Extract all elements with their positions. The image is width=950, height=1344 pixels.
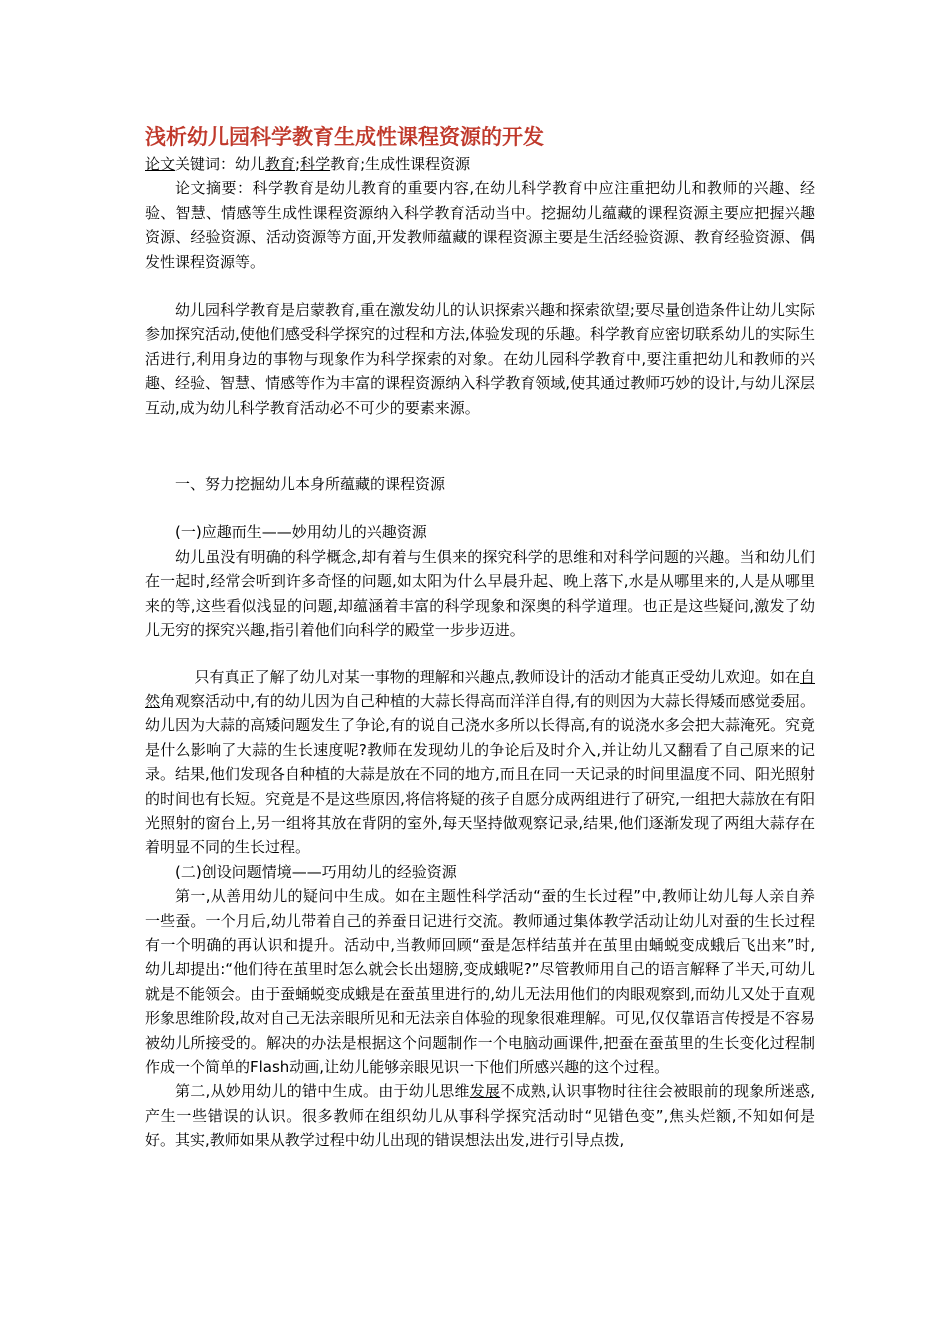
link-kexue[interactable]: 科学: [300, 155, 331, 173]
abstract-paragraph: 论文摘要：科学教育是幼儿教育的重要内容,在幼儿科学教育中应注重把幼儿和教师的兴趣、经验、智慧、情感等生成性课程资源纳入科学教育活动当中。挖掘幼儿蕴藏的课程资源主要应把握兴趣资源、经验资源、活动资源等方面,开发教师蕴藏的课程资源主要是生活经验资源、教育经验资源、偶发性课程资源等。: [145, 179, 815, 271]
keywords-sep: ;: [295, 155, 301, 173]
link-fazhan[interactable]: 发展: [469, 1082, 501, 1101]
subsection-heading-2: (二)创设问题情境——巧用幼儿的经验资源: [175, 862, 457, 881]
section-heading-1: 一、努力挖掘幼儿本身所蕴藏的课程资源: [175, 475, 446, 494]
link-ziran[interactable]: 自然: [145, 667, 815, 710]
link-lunwen[interactable]: 论文: [145, 155, 176, 173]
keywords-text: 关键词：幼儿: [175, 155, 266, 173]
paragraph-text: 不成熟,认识事物时往往会被眼前的现象所迷惑,产生一些错误的认识。很多教师在组织幼儿从事科学探究活动时“见错色变”,焦头烂额,不知如何是好。其实,教师如果从教学过程中幼儿出现的错误想法出发,进行引导点拨,: [145, 1082, 815, 1150]
intro-paragraph: 幼儿园科学教育是启蒙教育,重在激发幼儿的认识探索兴趣和探索欲望;要尽量创造条件让幼儿实际参加探究活动,使他们感受科学探究的过程和方法,体验发现的乐趣。科学教育应密切联系幼儿的实际生活进行,利用身边的事物与现象作为科学探索的对象。在幼儿园科学教育中,要注重把幼儿和教师的兴趣、经验、智慧、情感等作为丰富的课程资源纳入科学教育领域,使其通过教师巧妙的设计,与幼儿深层互动,成为幼儿科学教育活动必不可少的要素来源。: [145, 301, 815, 417]
link-jiaoyu[interactable]: 教育: [265, 155, 296, 173]
paragraph-text: 第二,从妙用幼儿的错中生成。由于幼儿思维: [175, 1082, 470, 1101]
subsection-heading-1: (一)应趣而生——妙用幼儿的兴趣资源: [175, 523, 427, 542]
spacer: [145, 496, 815, 520]
keywords-line: [145, 152, 815, 176]
paragraph-interest-2: [145, 665, 815, 860]
document-title: 浅析幼儿园科学教育生成性课程资源的开发: [145, 125, 544, 149]
paragraph-interest-1: 幼儿虽没有明确的科学概念,却有着与生俱来的探究科学的思维和对科学问题的兴趣。当和幼儿们在一起时,经常会听到许多奇怪的问题,如太阳为什么早晨升起、晚上落下,水是从哪里来的,人是从哪里来的等,这些看似浅显的问题,却蕴涵着丰富的科学现象和深奥的科学道理。也正是这些疑问,激发了幼儿无穷的探究兴趣,指引着他们向科学的殿堂一步步迈进。: [145, 547, 815, 640]
paragraph-experience-2: [145, 1079, 815, 1152]
spacer: [145, 274, 815, 298]
spacer: [145, 643, 815, 665]
keywords-text-end: 教育;生成性课程资源: [330, 155, 471, 173]
document-page: [145, 122, 815, 1153]
spacer: [145, 420, 815, 472]
paragraph-experience-1: 第一,从善用幼儿的疑问中生成。如在主题性科学活动“蚕的生长过程”中,教师让幼儿每人亲自养一些蚕。一个月后,幼儿带着自己的养蚕日记进行交流。教师通过集体教学活动让幼儿对蚕的生长过程有一个明确的再认识和提升。活动中,当教师回顾“蚕是怎样结茧并在茧里由蛹蜕变成蛾后飞出来”时,幼儿却提出:“他们待在茧里时怎么就会长出翅膀,变成蛾呢?”尽管教师用自己的语言解释了半天,可幼儿就是不能领会。由于蚕蛹蜕变成蛾是在蚕茧里进行的,幼儿无法用他们的肉眼观察到,而幼儿又处于直观形象思维阶段,故对自己无法亲眼所见和无法亲自体验的现象很难理解。可见,仅仅靠语言传授是不容易被幼儿所接受的。解决的办法是根据这个问题制作一个电脑动画课件,把蚕在蚕茧里的生长变化过程制作成一个简单的Flash动画,让幼儿能够亲眼见识一下他们所感兴趣的这个过程。: [145, 887, 815, 1076]
paragraph-text: 只有真正了解了幼儿对某一事物的理解和兴趣点,教师设计的活动才能真正受幼儿欢迎。如在: [194, 667, 800, 686]
paragraph-text: 角观察活动中,有的幼儿因为自己种植的大蒜长得高而洋洋自得,有的则因为大蒜长得矮而感觉委屈。幼儿因为大蒜的高矮问题发生了争论,有的说自己浇水多所以长得高,有的说浇水多会把大蒜淹死。究竟是什么影响了大蒜的生长速度呢?教师在发现幼儿的争论后及时介入,并让幼儿又翻看了自己原来的记录。结果,他们发现各自种植的大蒜是放在不同的地方,而且在同一天记录的时间里温度不同、阳光照射的时间也有长短。究竟是不是这些原因,将信将疑的孩子自愿分成两组进行了研究,一组把大蒜放在有阳光照射的窗台上,另一组将其放在背阴的室外,每天坚持做观察记录,结果,他们逐渐发现了两组大蒜存在着明显不同的生长过程。: [145, 691, 815, 857]
